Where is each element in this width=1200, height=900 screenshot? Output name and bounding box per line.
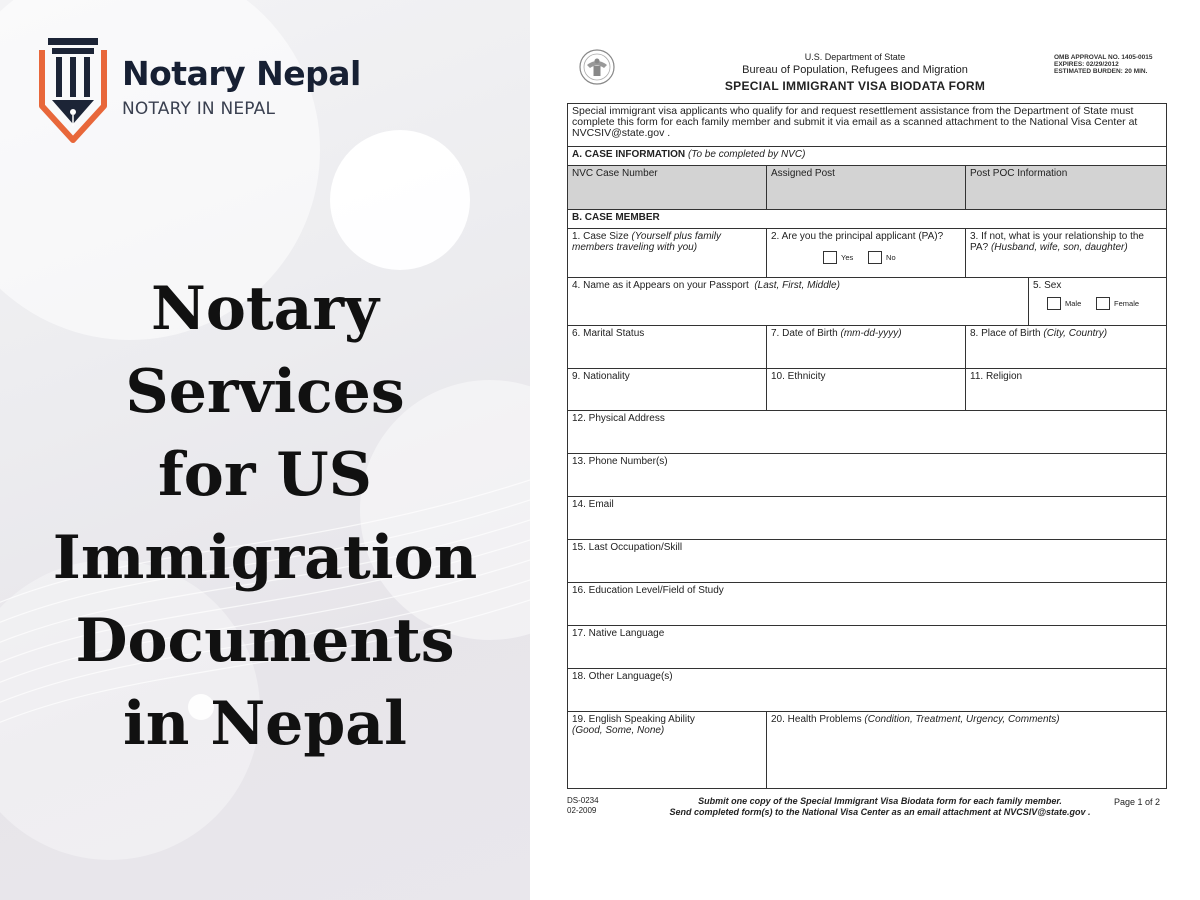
form-code: DS-0234 <box>567 796 599 805</box>
row-13 <box>568 454 1166 497</box>
row-14 <box>568 497 1166 540</box>
row-12 <box>568 411 1166 454</box>
health-problems-label: 20. Health Problems <box>771 714 862 725</box>
headline-line: Immigration <box>52 523 478 593</box>
male-checkbox[interactable] <box>1047 297 1061 310</box>
form-header <box>680 52 1030 93</box>
footer-line-1: Submit one copy of the Special Immigrant Visa Biodata form for each family member. <box>698 796 1062 806</box>
native-language-field[interactable]: 17. Native Language <box>572 628 665 639</box>
physical-address-field[interactable]: 12. Physical Address <box>572 413 665 424</box>
place-of-birth-field[interactable] <box>966 326 1166 368</box>
omb-approval: OMB APPROVAL NO. 1405-0015 <box>1054 54 1153 61</box>
headline-line: for US <box>158 440 372 510</box>
headline-line: Notary <box>151 274 379 344</box>
headline-line: in Nepal <box>123 689 407 759</box>
male-label: Male <box>1065 299 1082 308</box>
education-level-field[interactable]: 16. Education Level/Field of Study <box>572 585 724 596</box>
row-19-20 <box>568 712 1166 788</box>
case-size-hint: (Yourself plus family members traveling with you) <box>572 231 721 253</box>
case-info-row <box>568 166 1166 210</box>
female-checkbox[interactable] <box>1096 297 1110 310</box>
footer-line-2: Send completed form(s) to the National Visa Center as an email attachment at NVCSIV@state.gov . <box>669 807 1091 817</box>
omb-info <box>1054 54 1153 75</box>
headline-line: Documents <box>75 606 455 676</box>
omb-burden: ESTIMATED BURDEN: 20 MIN. <box>1054 68 1148 75</box>
health-problems-hint: (Condition, Treatment, Urgency, Comments) <box>864 714 1060 725</box>
form-number <box>567 796 599 816</box>
health-problems-field[interactable] <box>767 712 1166 788</box>
relationship-hint: (Husband, wife, son, daughter) <box>990 242 1128 253</box>
phone-numbers-field[interactable]: 13. Phone Number(s) <box>572 456 668 467</box>
religion-field[interactable]: 11. Religion <box>970 371 1023 382</box>
headline <box>0 268 530 766</box>
form-page <box>530 0 1200 900</box>
notary-pen-pillar-icon <box>38 36 108 144</box>
intro-text: Special immigrant visa applicants who qualify for and request resettlement assistance from the Department of State must complete this form for each family member and submit it via email as a scanned attachment to the National Visa Center at NVCSIV@state.gov . <box>572 105 1138 139</box>
row-1-3 <box>568 229 1166 278</box>
date-of-birth-field[interactable] <box>767 326 966 368</box>
date-of-birth-label: 7. Date of Birth <box>771 328 838 339</box>
english-ability-hint: (Good, Some, None) <box>572 725 665 736</box>
case-size-label: 1. Case Size <box>572 231 629 242</box>
row-17 <box>568 626 1166 669</box>
row-4-5 <box>568 278 1166 326</box>
intro-row <box>568 104 1166 147</box>
headline-line: Services <box>125 357 405 427</box>
form-date: 02-2009 <box>567 806 597 815</box>
sex-label: 5. Sex <box>1033 280 1062 291</box>
brand-tagline: NOTARY IN NEPAL <box>122 99 276 119</box>
principal-applicant-field <box>767 229 966 277</box>
assigned-post-field[interactable]: Assigned Post <box>767 166 966 209</box>
passport-name-field[interactable] <box>568 278 1029 325</box>
row-18 <box>568 669 1166 712</box>
form-title: SPECIAL IMMIGRANT VISA BIODATA FORM <box>724 79 986 93</box>
no-checkbox[interactable] <box>868 251 882 264</box>
promo-panel <box>0 0 530 900</box>
email-field[interactable]: 14. Email <box>572 499 614 510</box>
state-department-seal-icon <box>578 48 616 86</box>
relationship-field[interactable] <box>966 229 1166 277</box>
english-ability-field[interactable] <box>568 712 767 788</box>
english-ability-label: 19. English Speaking Ability <box>572 714 695 725</box>
section-a-note: (To be completed by NVC) <box>687 149 806 160</box>
post-poc-field[interactable]: Post POC Information <box>970 168 1068 179</box>
other-languages-field[interactable]: 18. Other Language(s) <box>572 671 673 682</box>
last-occupation-field[interactable]: 15. Last Occupation/Skill <box>572 542 683 553</box>
row-15 <box>568 540 1166 583</box>
footer-instructions <box>610 796 1150 818</box>
brand-name: Notary Nepal <box>122 54 361 93</box>
row-6-8 <box>568 326 1166 369</box>
bureau-name: Bureau of Population, Refugees and Migration <box>742 64 968 76</box>
section-a-title: A. CASE INFORMATION <box>572 149 686 160</box>
principal-applicant-label: 2. Are you the principal applicant (PA)? <box>771 231 944 242</box>
relationship-label: 3. If not, what is your relationship to the PA? <box>970 231 1144 253</box>
place-of-birth-label: 8. Place of Birth <box>970 328 1041 339</box>
no-label: No <box>886 253 896 262</box>
place-of-birth-hint: (City, Country) <box>1043 328 1108 339</box>
passport-name-label: 4. Name as it Appears on your Passport <box>572 280 749 291</box>
section-b-title: B. CASE MEMBER <box>572 212 660 223</box>
case-size-field[interactable] <box>568 229 767 277</box>
omb-expires: EXPIRES: 02/29/2012 <box>1054 61 1119 68</box>
date-of-birth-hint: (mm-dd-yyyy) <box>840 328 902 339</box>
nvc-case-number-field[interactable]: NVC Case Number <box>568 166 767 209</box>
row-16 <box>568 583 1166 626</box>
passport-name-hint: (Last, First, Middle) <box>754 280 840 291</box>
section-a-row <box>568 147 1166 166</box>
section-b-row <box>568 210 1166 229</box>
yes-checkbox[interactable] <box>823 251 837 264</box>
department-name: U.S. Department of State <box>804 52 906 62</box>
marital-status-field[interactable]: 6. Marital Status <box>568 326 767 368</box>
row-9-11 <box>568 369 1166 411</box>
page-number: Page 1 of 2 <box>1114 797 1161 807</box>
sex-field <box>1029 278 1166 325</box>
female-label: Female <box>1114 299 1140 308</box>
brand-logo[interactable] <box>38 36 361 144</box>
ethnicity-field[interactable]: 10. Ethnicity <box>767 369 966 410</box>
yes-label: Yes <box>841 253 854 262</box>
biodata-form-table <box>567 103 1167 789</box>
nationality-field[interactable]: 9. Nationality <box>568 369 767 410</box>
